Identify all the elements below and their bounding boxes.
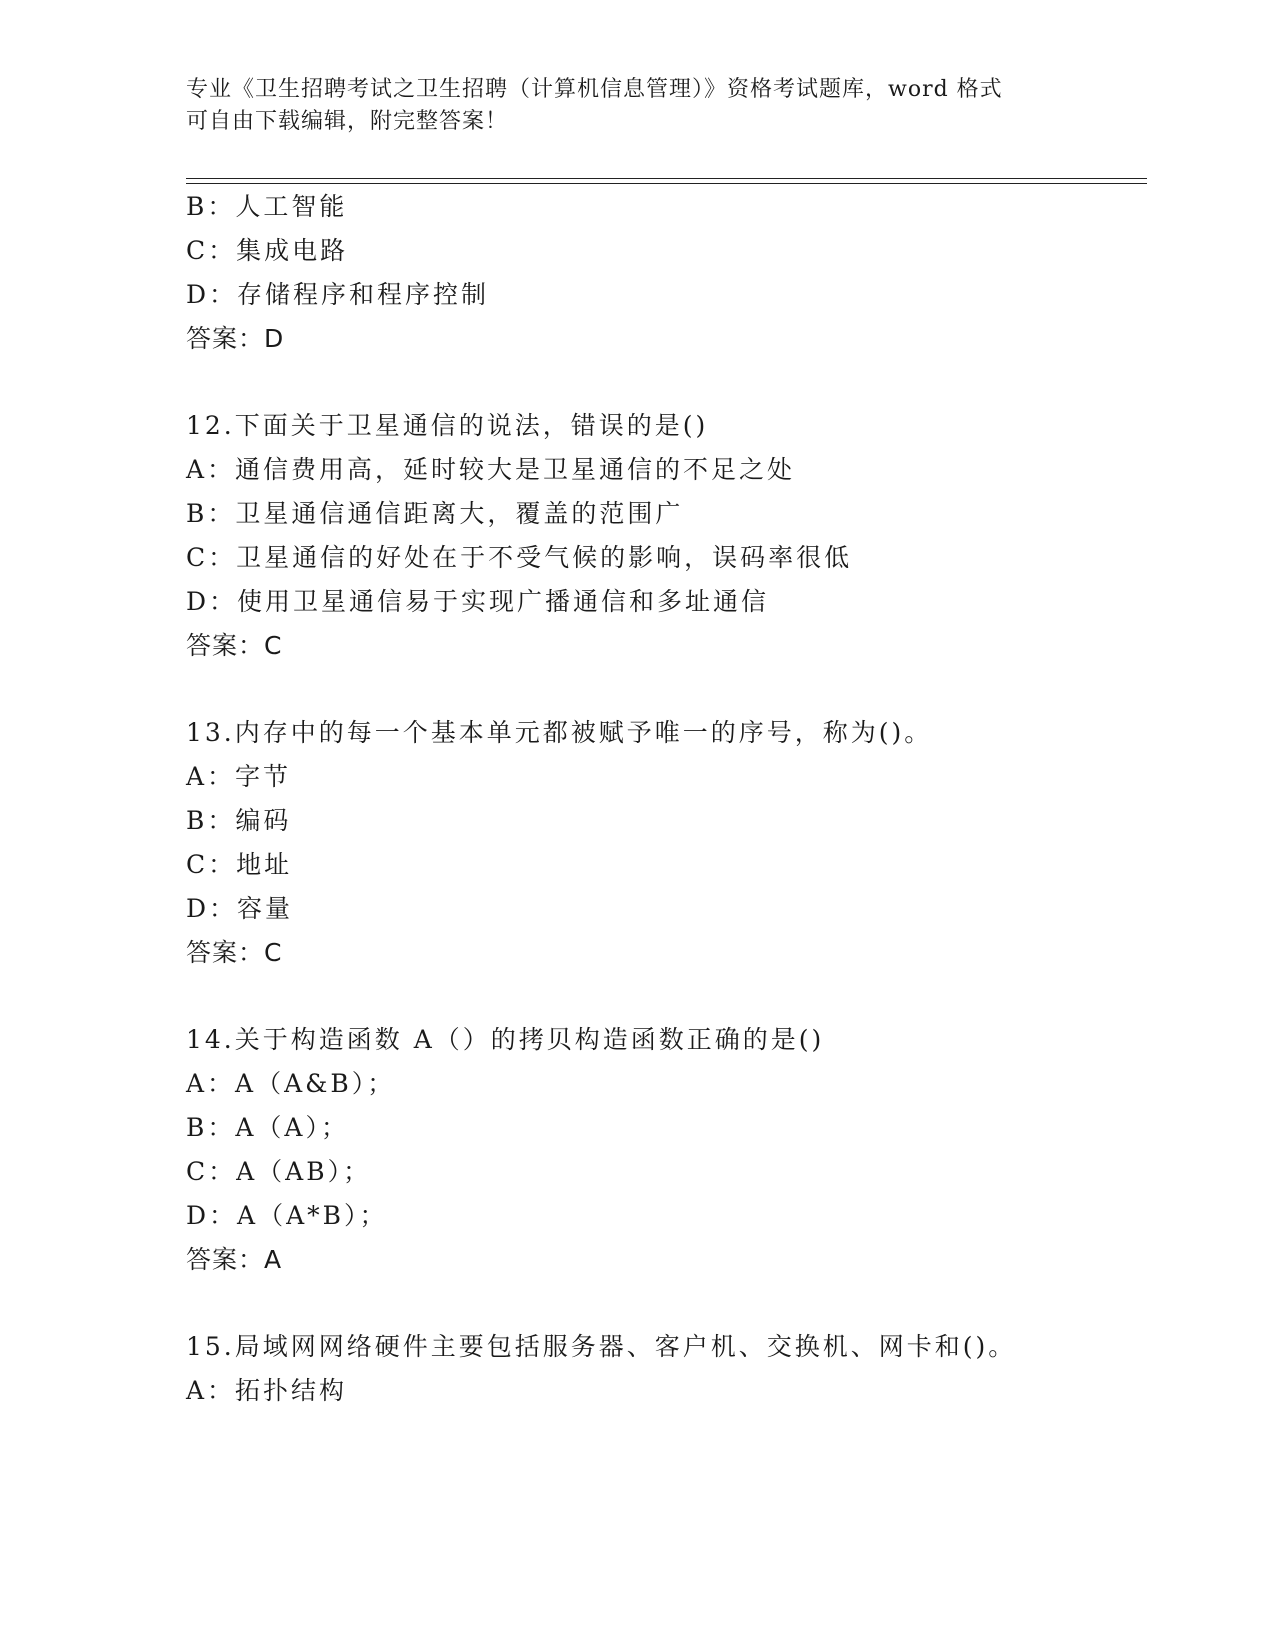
q14-answer: 答案：A [186, 1245, 283, 1274]
header-divider-top [186, 178, 1147, 179]
q13-option-a: A：字节 [186, 762, 292, 791]
q15-question: 15.局域网网络硬件主要包括服务器、客户机、交换机、网卡和()。 [186, 1332, 1017, 1361]
q11-option-b: B：人工智能 [186, 192, 348, 221]
q13-answer: 答案：C [186, 938, 283, 967]
q12-option-b: B：卫星通信通信距离大，覆盖的范围广 [186, 499, 684, 528]
q11-option-c: C：集成电路 [186, 236, 349, 265]
q12-question: 12.下面关于卫星通信的说法，错误的是() [186, 411, 709, 440]
header-divider-bottom [186, 183, 1147, 184]
q12-option-a: A：通信费用高，延时较大是卫星通信的不足之处 [186, 455, 796, 484]
document-header [186, 74, 1086, 138]
q11-option-d: D：存储程序和程序控制 [186, 280, 490, 309]
q12-option-c: C：卫星通信的好处在于不受气候的影响，误码率很低 [186, 543, 853, 572]
q14-question: 14.关于构造函数 A（）的拷贝构造函数正确的是() [186, 1025, 825, 1054]
q13-option-c: C：地址 [186, 850, 293, 879]
header-title-line-1: 专业《卫生招聘考试之卫生招聘（计算机信息管理）》资格考试题库，word 格式 [186, 77, 1003, 102]
q11-answer: 答案：D [186, 324, 285, 353]
q12-option-d: D：使用卫星通信易于实现广播通信和多址通信 [186, 587, 770, 616]
q14-option-d: D：A（A*B）； [186, 1201, 388, 1230]
q13-question: 13.内存中的每一个基本单元都被赋予唯一的序号，称为()。 [186, 718, 933, 747]
q15-option-a: A：拓扑结构 [186, 1376, 348, 1405]
q14-option-b: B：A（A）； [186, 1113, 349, 1142]
q13-option-d: D：容量 [186, 894, 294, 923]
q12-answer: 答案：C [186, 631, 283, 660]
header-title-line-2: 可自由下载编辑，附完整答案！ [186, 109, 509, 134]
q14-option-c: C：A（AB）； [186, 1157, 372, 1186]
q13-option-b: B：编码 [186, 806, 292, 835]
q14-option-a: A：A（A&B）； [186, 1069, 396, 1098]
